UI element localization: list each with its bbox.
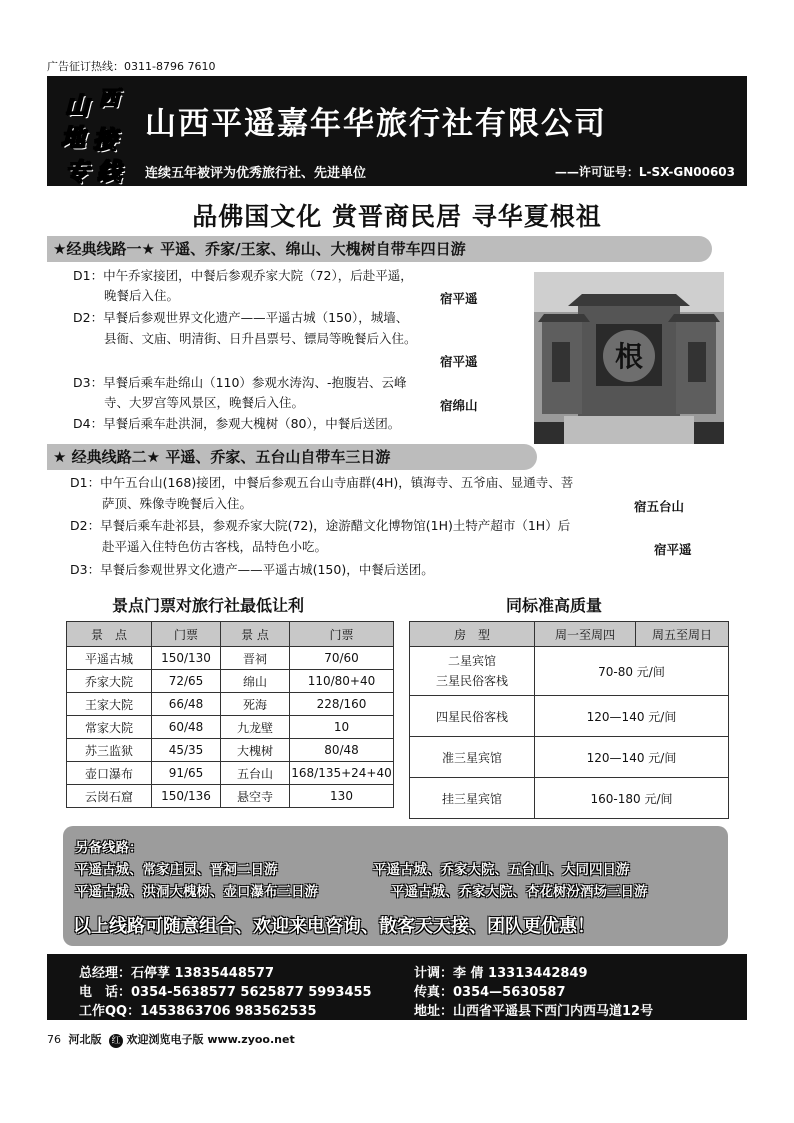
ticket-price: 130 <box>290 785 394 808</box>
planner-contact: 计调：李 倩 13313442849 <box>414 966 588 981</box>
table-row <box>67 785 394 808</box>
table-row <box>410 647 729 696</box>
ticket-price: 228/160 <box>290 693 394 716</box>
other-route: 平遥古城、常家庄园、晋祠二日游 <box>75 862 278 878</box>
ticket-price: 10 <box>290 716 394 739</box>
scenic-spot: 云岗石窟 <box>67 785 152 808</box>
room-type-line: 二星宾馆 <box>447 654 496 668</box>
brand-badge-icon: 红 <box>109 1034 123 1048</box>
edition-label: 河北版 <box>68 1033 102 1046</box>
address-contact: 地址：山西省平遥县下西门内西马道12号 <box>414 1004 654 1019</box>
qq-contact: 工作QQ：1453863706 983562535 <box>79 1004 317 1019</box>
website-link[interactable]: 欢迎浏览电子版 www.zyoo.net <box>126 1033 295 1046</box>
col-header: 房 型 <box>410 622 535 647</box>
other-route: 平遥古城、乔家大院、五台山、大同四日游 <box>373 862 630 878</box>
room-price: 160-180 元/间 <box>535 778 729 819</box>
gate-character: 根 <box>614 340 644 373</box>
col-header: 景 点 <box>221 622 290 647</box>
table-header-row <box>67 622 394 647</box>
table-row <box>410 737 729 778</box>
room-type: 挂三星宾馆 <box>410 778 535 819</box>
table-row <box>67 739 394 762</box>
other-route: 平遥古城、洪洞大槐树、壶口瀑布三日游 <box>75 884 318 900</box>
table-row <box>410 778 729 819</box>
ticket-price: 150/130 <box>152 647 221 670</box>
route1-day3-line1: D3：早餐后乘车赴绵山（110）参观水涛沟、-抱腹岩、云峰 <box>73 375 407 390</box>
logo-char: 地 <box>61 123 85 152</box>
ticket-price: 91/65 <box>152 762 221 785</box>
gate-image <box>534 272 724 444</box>
table-row <box>67 716 394 739</box>
table-header-row <box>410 622 729 647</box>
table-row <box>67 762 394 785</box>
route1-day3-line2: 寺、大罗宫等风景区，晚餐后入住。 <box>104 395 305 410</box>
room-type <box>410 647 535 696</box>
scenic-spot: 王家大院 <box>67 693 152 716</box>
logo-char: 接 <box>93 125 117 154</box>
col-header: 周一至周四 <box>535 622 636 647</box>
route2-day2-line1: D2：早餐后乘车赴祁县，参观乔家大院(72)，途游醋文化博物馆(1H)土特产超市（1H）后 <box>70 518 571 533</box>
route1-day2-stay: 宿平遥 <box>440 354 478 369</box>
route1-day1-stay: 宿平遥 <box>440 291 478 306</box>
route1-day4-line1: D4：早餐后乘车赴洪洞，参观大槐树（80），中餐后送团。 <box>73 416 401 431</box>
route2-day1-line2: 萨顶、殊像寺晚餐后入住。 <box>102 496 253 511</box>
other-route: 平遥古城、乔家大院、杏花树汾酒场三日游 <box>391 884 648 900</box>
table-row <box>67 647 394 670</box>
route1-day2-line1: D2：早餐后参观世界文化遗产——平遥古城（150），城墙、 <box>73 310 409 325</box>
company-name: 山西平遥嘉年华旅行社有限公司 <box>145 106 607 142</box>
scenic-spot: 大槐树 <box>221 739 290 762</box>
ticket-price: 80/48 <box>290 739 394 762</box>
fax-contact: 传真：0354—5630587 <box>414 985 566 1000</box>
ticket-price: 45/35 <box>152 739 221 762</box>
hotel-table-title: 同标准高质量 <box>506 596 603 615</box>
scenic-spot: 晋祠 <box>221 647 290 670</box>
logo-char: 山 <box>65 91 89 120</box>
scenic-spot: 五台山 <box>221 762 290 785</box>
col-header: 周五至周日 <box>636 622 729 647</box>
room-type-line: 三星民俗客栈 <box>435 674 508 688</box>
col-header: 门票 <box>152 622 221 647</box>
scenic-spot: 九龙壁 <box>221 716 290 739</box>
scenic-spot: 苏三监狱 <box>67 739 152 762</box>
logo-char: 专 <box>65 157 89 186</box>
logo-char: 线 <box>97 157 121 186</box>
route2-day1-stay: 宿五台山 <box>634 499 685 514</box>
ticket-price: 72/65 <box>152 670 221 693</box>
table-row <box>410 696 729 737</box>
slogan: 品佛国文化 赏晋商民居 寻华夏根祖 <box>192 202 602 231</box>
welcome-text: 以上线路可随意组合、欢迎来电咨询、散客天天接、团队更优惠！ <box>73 916 595 937</box>
contact-box <box>47 954 747 1020</box>
route1-day3-stay: 宿绵山 <box>440 398 478 413</box>
scenic-spot: 绵山 <box>221 670 290 693</box>
room-price: 70-80 元/间 <box>535 647 729 696</box>
room-type: 四星民俗客栈 <box>410 696 535 737</box>
scenic-spot: 平遥古城 <box>67 647 152 670</box>
ticket-price: 70/60 <box>290 647 394 670</box>
col-header: 景 点 <box>67 622 152 647</box>
room-price: 120—140 元/间 <box>535 737 729 778</box>
scenic-spot: 常家大院 <box>67 716 152 739</box>
award-text: 连续五年被评为优秀旅行社、先进单位 <box>145 166 367 181</box>
ticket-price: 66/48 <box>152 693 221 716</box>
ticket-price: 168/135+24+40 <box>290 762 394 785</box>
scenic-spot: 乔家大院 <box>67 670 152 693</box>
route2-day2-stay: 宿平遥 <box>654 542 692 557</box>
ticket-price: 110/80+40 <box>290 670 394 693</box>
col-header: 门票 <box>290 622 394 647</box>
route2-day3-line1: D3：早餐后参观世界文化遗产——平遥古城(150)，中餐后送团。 <box>70 562 434 577</box>
license-number: ——许可证号：L-SX-GN00603 <box>554 165 735 179</box>
ad-hotline: 广告征订热线：0311-8796 7610 <box>47 60 216 73</box>
scenic-spot: 死海 <box>221 693 290 716</box>
ticket-table-title: 景点门票对旅行社最低让利 <box>112 596 305 615</box>
scenic-spot: 悬空寺 <box>221 785 290 808</box>
company-header <box>47 76 747 186</box>
route1-title: ★经典线路一★ 平遥、乔家/王家、绵山、大槐树自带车四日游 <box>47 236 712 262</box>
scenic-spot: 壶口瀑布 <box>67 762 152 785</box>
manager-contact: 总经理：石停莩 13835448577 <box>79 966 275 981</box>
table-row <box>67 670 394 693</box>
table-row <box>67 693 394 716</box>
route1-day1-line1: D1：中午乔家接团，中餐后参观乔家大院（72），后赴平遥， <box>73 268 413 283</box>
phone-contact: 电 话：0354-5638577 5625877 5993455 <box>79 985 372 1000</box>
logo-char: 西 <box>99 86 119 110</box>
ticket-price: 60/48 <box>152 716 221 739</box>
route2-day2-line2: 赴平遥入住特色仿古客栈，品特色小吃。 <box>102 539 328 554</box>
route1-day1-line2: 晚餐后入住。 <box>104 288 180 303</box>
room-price: 120—140 元/间 <box>535 696 729 737</box>
ticket-table <box>66 621 394 808</box>
route2-day1-line1: D1：中午五台山(168)接团，中餐后参观五台山寺庙群(4H)，镇海寺、五爷庙、显通寺、菩 <box>70 475 574 490</box>
hotel-table <box>409 621 729 819</box>
page-number: 76 <box>47 1033 61 1046</box>
room-type: 准三星宾馆 <box>410 737 535 778</box>
route2-title: ★ 经典线路二★ 平遥、乔家、五台山自带车三日游 <box>47 444 537 470</box>
other-routes-label: 另备线路： <box>75 840 143 856</box>
gate-photo <box>534 272 724 444</box>
route1-day2-line2: 县衙、文庙、明清街、日升昌票号、镖局等晚餐后入住。 <box>104 331 417 346</box>
other-routes-box <box>63 826 728 946</box>
ticket-price: 150/136 <box>152 785 221 808</box>
page-footer <box>47 1031 295 1048</box>
